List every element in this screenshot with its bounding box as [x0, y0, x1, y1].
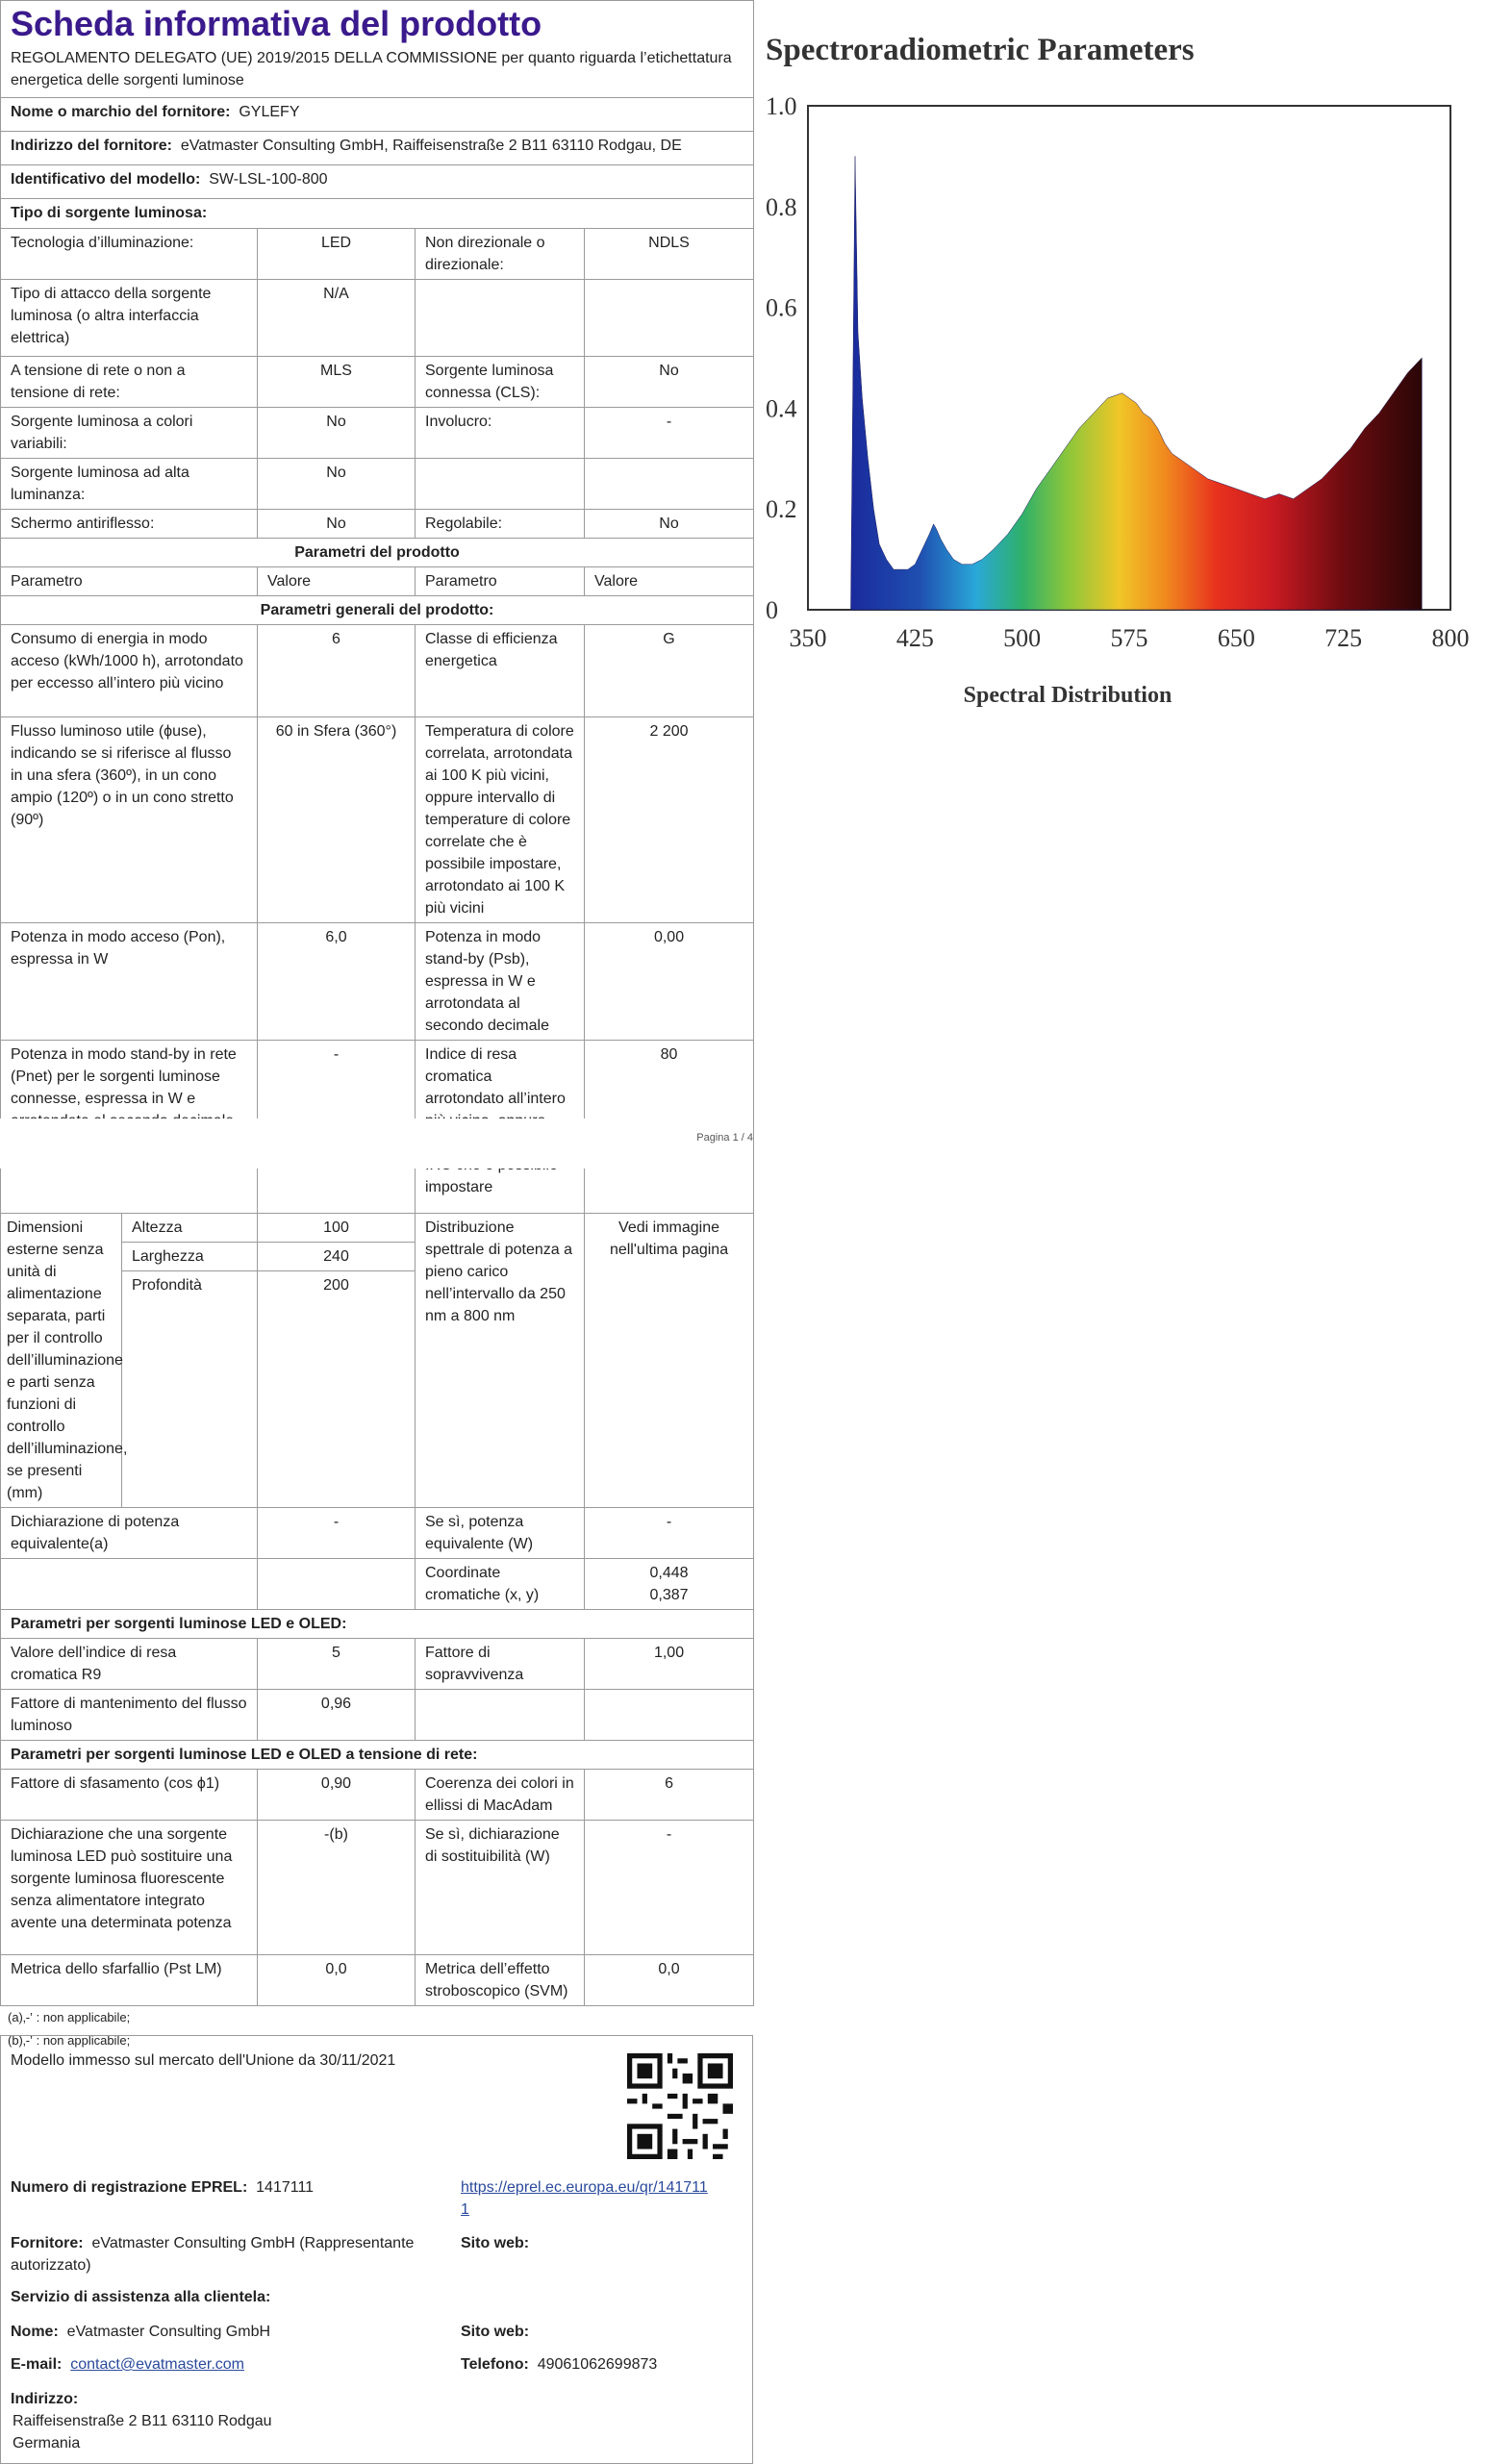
footnote: (a)‚-‛ : non applicabile;	[8, 2010, 131, 2024]
registration-box	[0, 2035, 753, 2464]
led-row: Valore dell’indice di resa cromatica R9 5 Fattore di sopravvivenza 1,00	[1, 1639, 754, 1690]
x-tick-label: 650	[1217, 624, 1255, 652]
mains-row: Dichiarazione che una sorgente luminosa LED può sostituire una sorgente luminosa fluorescente senza alimentatore integrato avente una determinata potenza -(b) Se sì, dichiarazione di sostituibilità (W) -	[1, 1821, 754, 1955]
x-tick-label: 800	[1431, 624, 1470, 652]
y-tick-label: 0.4	[766, 394, 797, 423]
page-number: Pagina 1 / 4	[696, 1132, 753, 1144]
email-link[interactable]: contact@evatmaster.com	[70, 2356, 244, 2373]
dimension-depth-value: 200	[323, 1277, 349, 1294]
y-tick-label: 0.8	[766, 192, 797, 221]
page-title: Scheda informativa del prodotto	[11, 4, 542, 43]
dimension-depth-label: Profondità	[132, 1277, 202, 1294]
dimension-width-label: Larghezza	[122, 1243, 257, 1271]
chart-title: Spectroradiometric Parameters	[766, 33, 1195, 67]
dimensions-row	[1, 1214, 754, 1508]
product-info-table	[0, 0, 754, 2006]
source-row: Tipo di attacco della sorgente luminosa (o altra interfaccia elettrica) N/A	[1, 280, 754, 357]
dimension-width-value: 240	[258, 1243, 415, 1271]
general-header: Parametri generali del prodotto:	[1, 596, 754, 625]
eprel-label: Numero di registrazione EPREL:	[11, 2179, 248, 2196]
service-header: Servizio di assistenza alla clientela:	[11, 2289, 271, 2305]
footnote: (b)‚-‛ : non applicabile;	[8, 2033, 131, 2048]
dimension-height-label: Altezza	[122, 1214, 257, 1243]
x-tick-label: 575	[1110, 624, 1148, 652]
x-tick-label: 500	[1003, 624, 1042, 652]
mains-header: Parametri per sorgenti luminose LED e OLED a tensione di rete:	[1, 1741, 754, 1770]
address-label: Indirizzo del fornitore:	[11, 138, 172, 154]
chroma-x: 0,448	[649, 1565, 689, 1581]
mains-row: Fattore di sfasamento (cos ϕ1) 0,90 Coerenza dei colori in ellissi di MacAdam 6	[1, 1770, 754, 1821]
chroma-label: Coordinate cromatiche (x, y)	[416, 1559, 585, 1610]
source-row: A tensione di rete o non a tensione di rete: MLS Sorgente luminosa connessa (CLS): No	[1, 357, 754, 408]
phone-label: Telefono:	[461, 2356, 529, 2373]
address-line-1: Raiffeisenstraße 2 B11 63110 Rodgau	[13, 2413, 272, 2429]
model-value: SW-LSL-100-800	[209, 171, 328, 188]
general-row: Consumo di energia in modo acceso (kWh/1000 h), arrotondato per eccesso all’intero più vicino 6 Classe di efficienza energetica G	[1, 625, 754, 717]
general-row: Flusso luminoso utile (ϕuse), indicando se si riferisce al flusso in una sfera (360º), in un cono ampio (120º) o in un cono stretto (90º) 60 in Sfera (360°) Temperatura di colore correlata, arrotondata ai 100 K più vicini, oppure intervallo di temperature di colore correlate che è possibile impostare, arrotondato ai 100 K più vicini 2 200	[1, 717, 754, 923]
general-row: Potenza in modo acceso (Pon), espressa in W 6,0 Potenza in modo stand-by (Psb), espressa in W e arrotondata al secondo decimale 0,00	[1, 923, 754, 1041]
y-tick-label: 0.6	[766, 293, 797, 322]
supplier-value: GYLEFY	[239, 104, 300, 120]
led-row: Fattore di mantenimento del flusso luminoso 0,96	[1, 1690, 754, 1741]
x-tick-label: 425	[895, 624, 934, 652]
x-tick-label: 350	[789, 624, 827, 652]
fornitore-label: Fornitore:	[11, 2235, 84, 2251]
source-row: Sorgente luminosa a colori variabili: No Involucro: -	[1, 408, 754, 459]
eprel-link[interactable]: https://eprel.ec.europa.eu/qr/1417111	[461, 2179, 708, 2218]
spd-value: Vedi immagine nell'ultima pagina	[585, 1214, 754, 1508]
led-header: Parametri per sorgenti luminose LED e OLED:	[1, 1610, 754, 1639]
model-label: Identificativo del modello:	[11, 171, 201, 188]
qr-code-icon	[627, 2053, 733, 2159]
source-type-label: Tipo di sorgente luminosa:	[1, 199, 754, 229]
phone-value: 49061062699873	[537, 2356, 658, 2373]
dimension-height-value: 100	[258, 1214, 415, 1243]
equivalent-row: Dichiarazione di potenza equivalente(a) - Se sì, potenza equivalente (W) -	[1, 1508, 754, 1559]
market-date: Modello immesso sul mercato dell'Unione da 30/11/2021	[11, 2052, 396, 2069]
dimensions-label: Dimensioni esterne senza unità di alimentazione separata, parti per il controllo dell’illuminazione e parti senza funzioni di controllo dell’illuminazione, se presenti (mm)	[1, 1214, 122, 1507]
spectral-chart	[760, 19, 1481, 731]
general-row: Potenza in modo stand-by in rete (Pnet) per le sorgenti luminose connesse, espressa in W e - Indice di resa cromatica arrotondato all’intero impostare 80	[1, 1041, 754, 1214]
spectral-chart-svg	[760, 19, 1481, 731]
chroma-row	[1, 1559, 754, 1610]
email-label: E-mail:	[11, 2356, 63, 2373]
spd-label: Distribuzione spettrale di potenza a pieno carico nell’intervallo da 250 nm a 800 nm	[416, 1214, 585, 1508]
regulation-text: REGOLAMENTO DELEGATO (UE) 2019/2015 DELLA COMMISSIONE per quanto riguarda l’etichettatura energetica delle sorgenti luminose	[11, 50, 732, 88]
supplier-label: Nome o marchio del fornitore:	[11, 104, 231, 120]
address-line-2: Germania	[13, 2435, 81, 2451]
website-label: Sito web:	[461, 2235, 530, 2251]
source-row: Sorgente luminosa ad alta luminanza: No	[1, 459, 754, 510]
source-row: Tecnologia d’illuminazione: LED Non direzionale o direzionale: NDLS	[1, 229, 754, 280]
column-header-row: Parametro Valore Parametro Valore	[1, 567, 754, 596]
source-row: Schermo antiriflesso: No Regolabile: No	[1, 510, 754, 539]
eprel-number: 1417111	[256, 2179, 315, 2196]
params-header: Parametri del prodotto	[1, 539, 754, 567]
contact-website-label: Sito web:	[461, 2324, 530, 2340]
y-tick-label: 1.0	[766, 92, 797, 120]
mains-row: Metrica dello sfarfallio (Pst LM) 0,0 Metrica dell’effetto stroboscopico (SVM) 0,0	[1, 1955, 754, 2006]
y-tick-label: 0.2	[766, 495, 797, 524]
chroma-y: 0,387	[649, 1587, 689, 1603]
x-tick-label: 725	[1324, 624, 1363, 652]
page-break	[0, 1119, 753, 1169]
x-axis-label: Spectral Distribution	[963, 683, 1172, 708]
contact-name: eVatmaster Consulting GmbH	[66, 2324, 271, 2340]
contact-name-label: Nome:	[11, 2324, 59, 2340]
product-sheet	[0, 0, 753, 2052]
fornitore-value: eVatmaster Consulting GmbH (Rappresentante autorizzato)	[11, 2235, 415, 2274]
y-tick-label: 0	[766, 596, 778, 624]
address-block-label: Indirizzo:	[11, 2391, 79, 2407]
address-value: eVatmaster Consulting GmbH, Raiffeisenstraße 2 B11 63110 Rodgau, DE	[180, 138, 682, 154]
